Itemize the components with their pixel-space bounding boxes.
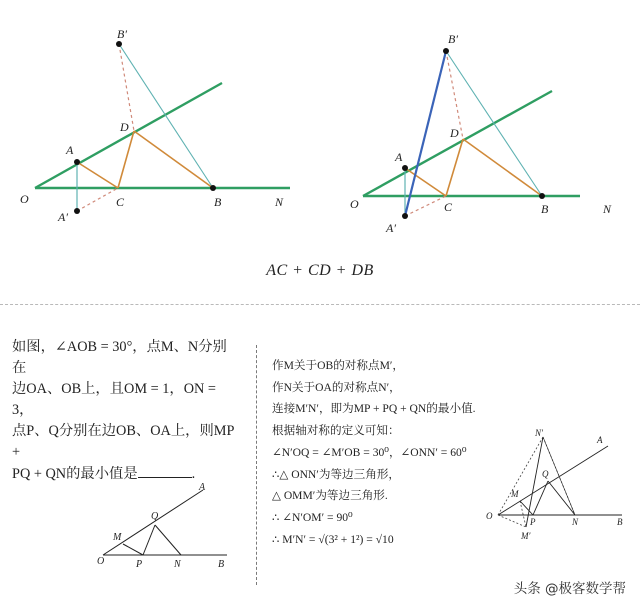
top-figures	[0, 0, 640, 300]
segment-ac-left	[77, 162, 118, 188]
label-n-left: N	[275, 195, 284, 209]
problem-statement	[12, 337, 240, 485]
line-b-prime-b-left	[119, 44, 213, 188]
label-b-prime-left: B′	[117, 27, 127, 41]
solution-text	[272, 355, 512, 550]
point-a-prime-right	[402, 213, 408, 219]
problem-line-1: 如图，∠AOB = 30°，点M、N分别在	[12, 339, 227, 376]
problem-tail: .	[191, 466, 196, 482]
small-label-o: O	[97, 556, 105, 567]
sol-label-o: O	[486, 511, 493, 521]
small-label-b: B	[218, 559, 225, 570]
solution-line-1: 作M关于OB的对称点M′，	[272, 359, 405, 372]
label-o-right: O	[350, 197, 359, 211]
solution-line-2: 作N关于OA的对称点N′，	[272, 380, 401, 394]
sol-label-b: B	[617, 517, 623, 527]
problem-line-3: 点P、Q分别在边OB、OA上，则MP +	[12, 423, 234, 460]
label-n-right: N	[603, 202, 612, 216]
solution-line-6: ∴△ ONN′为等边三角形，	[272, 467, 401, 481]
formula-ac-cd-db: AC + CD + DB	[266, 262, 374, 279]
label-a-right: A	[395, 150, 403, 164]
small-label-m: M	[113, 532, 122, 543]
right-figure	[363, 48, 580, 219]
problem-line-2: 边OA、OB上，且OM = 1，ON = 3，	[12, 381, 216, 418]
sol-label-a: A	[597, 435, 603, 445]
point-b-left	[210, 185, 216, 191]
label-b-right: B	[541, 202, 549, 216]
label-o-left: O	[20, 192, 29, 206]
solution-line-5: ∠N′OQ = ∠M′OB = 30⁰，∠ONN′ = 60⁰	[272, 445, 467, 459]
solution-line-8: ∴ ∠N′OM′ = 90⁰	[272, 510, 353, 524]
segment-db-left	[134, 131, 213, 188]
label-c-right: C	[444, 200, 453, 214]
sol-label-n: N	[572, 517, 579, 527]
sol-label-p: P	[530, 517, 536, 527]
label-a-prime-right: A′	[386, 221, 396, 235]
solution-line-3: 连接M′N′，即为MP + PQ + QN的最小值.	[272, 402, 476, 416]
solution-line-7: △ OMM′为等边三角形.	[272, 489, 388, 503]
dashed-a-prime-c-right	[405, 196, 446, 216]
solution-line-4: 根据轴对称的定义可知：	[272, 424, 400, 438]
point-a-right	[402, 165, 408, 171]
small-label-q: Q	[151, 511, 159, 522]
point-a-left	[74, 159, 80, 165]
answer-blank	[138, 463, 192, 478]
small-label-p: P	[136, 559, 143, 570]
dashed-b-prime-d	[119, 44, 134, 134]
left-figure	[35, 41, 290, 214]
dashed-a-prime-c	[77, 188, 118, 211]
problem-line-4-text: PQ + QN的最小值是	[12, 466, 138, 482]
segment-db-right	[463, 139, 542, 196]
label-b-left: B	[214, 195, 222, 209]
sol-label-q: Q	[542, 469, 549, 479]
watermark: 头条 @极客数学帮	[513, 581, 626, 597]
sol-label-m: M	[511, 489, 519, 499]
label-b-prime-right: B′	[448, 32, 458, 46]
small-label-a: A	[199, 482, 206, 493]
label-c-left: C	[116, 195, 125, 209]
solution-line-9: ∴ M′N′ = √(3² + 1²) = √10	[272, 532, 394, 546]
label-d-right: D	[450, 126, 459, 140]
sol-label-n-prime: N′	[535, 428, 543, 438]
sol-label-m-prime: M′	[521, 531, 531, 541]
point-b-right	[539, 193, 545, 199]
section-divider	[0, 304, 640, 305]
small-label-n: N	[174, 559, 181, 570]
ray-oa-right	[363, 91, 552, 196]
label-d-left: D	[120, 120, 129, 134]
point-b-prime-left	[116, 41, 122, 47]
point-a-prime-left	[74, 208, 80, 214]
column-divider	[256, 345, 257, 585]
point-b-prime-right	[443, 48, 449, 54]
label-a-prime-left: A′	[58, 210, 68, 224]
label-a-left: A	[66, 143, 74, 157]
